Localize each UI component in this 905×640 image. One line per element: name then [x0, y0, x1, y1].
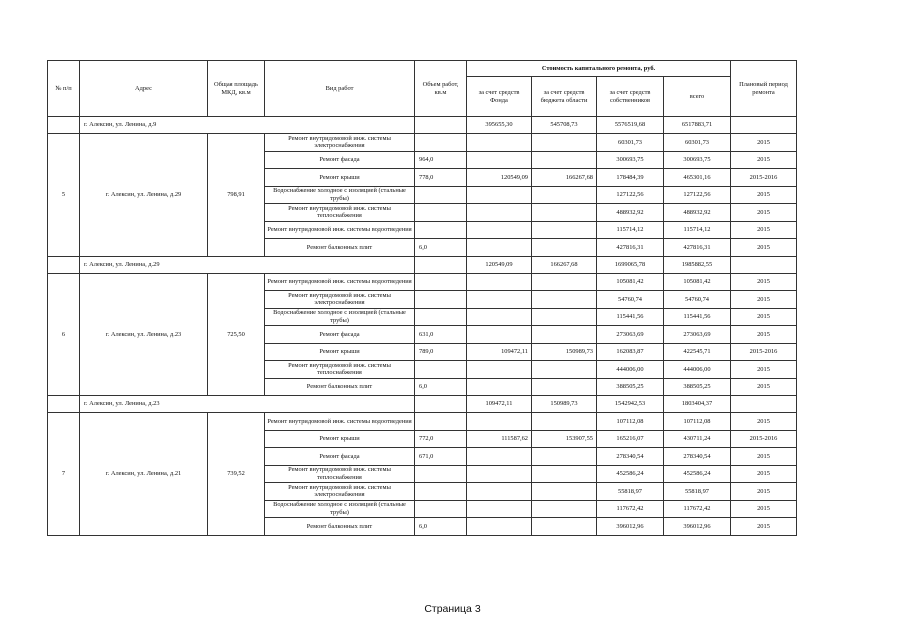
- subtotal-owners: 1699065,78: [597, 256, 664, 273]
- total: 107112,08: [664, 413, 731, 431]
- repair-plan-sheet: [47, 60, 796, 536]
- total: 422545,71: [664, 343, 731, 361]
- work-type: Ремонт внутридомовой инж. системы теплоснабжения: [265, 361, 415, 379]
- region: 153907,55: [532, 430, 597, 448]
- region: [532, 448, 597, 466]
- header-work-type: Вид работ: [265, 61, 415, 117]
- row-num: 6: [48, 273, 80, 396]
- volume: 6,0: [415, 239, 467, 257]
- header-region: за счет средств бюджета области: [532, 77, 597, 117]
- header-total: всего: [664, 77, 731, 117]
- volume: [415, 221, 467, 239]
- total: 430711,24: [664, 430, 731, 448]
- region: [532, 239, 597, 257]
- work-type: Ремонт внутридомовой инж. системы теплоснабжения: [265, 204, 415, 222]
- work-type: Ремонт крыши: [265, 430, 415, 448]
- fund: [467, 134, 532, 152]
- subtotal-row: [48, 117, 797, 134]
- total: 60301,73: [664, 134, 731, 152]
- work-type: Ремонт крыши: [265, 343, 415, 361]
- total: 54760,74: [664, 291, 731, 309]
- fund: [467, 291, 532, 309]
- fund: [467, 239, 532, 257]
- period: 2015: [731, 465, 797, 483]
- capital-repair-table: [47, 60, 797, 536]
- work-type: Ремонт внутридомовой инж. системы водоотведения: [265, 273, 415, 291]
- work-type: Ремонт внутридомовой инж. системы электроснабжения: [265, 134, 415, 152]
- total: 278340,54: [664, 448, 731, 466]
- total: 388505,25: [664, 378, 731, 396]
- header-area: Общая площадь МКД, кв.м: [208, 61, 265, 117]
- work-type: Ремонт крыши: [265, 169, 415, 187]
- work-type: Ремонт внутридомовой инж. системы теплоснабжения: [265, 465, 415, 483]
- subtotal-row: [48, 396, 797, 413]
- period: 2015: [731, 308, 797, 326]
- region: [532, 326, 597, 344]
- work-type: Ремонт фасада: [265, 326, 415, 344]
- total: 300693,75: [664, 151, 731, 169]
- volume: 6,0: [415, 518, 467, 536]
- owners: 60301,73: [597, 134, 664, 152]
- row-address: г. Алексин, ул. Ленина, д.21: [80, 413, 208, 536]
- subtotal-total: 1803404,37: [664, 396, 731, 413]
- fund: [467, 204, 532, 222]
- row-area: 798,91: [208, 134, 265, 257]
- fund: [467, 500, 532, 518]
- subtotal-label: г. Алексин, ул. Ленина, д.23: [80, 396, 415, 413]
- period: 2015: [731, 500, 797, 518]
- row-num: 7: [48, 413, 80, 536]
- period: 2015: [731, 239, 797, 257]
- volume: 631,0: [415, 326, 467, 344]
- fund: [467, 326, 532, 344]
- region: [532, 483, 597, 501]
- region: 166267,68: [532, 169, 597, 187]
- volume: [415, 465, 467, 483]
- fund: 120549,09: [467, 169, 532, 187]
- volume: [415, 204, 467, 222]
- table-body: [48, 117, 797, 536]
- work-type: Ремонт балконных плит: [265, 518, 415, 536]
- subtotal-fund: 120549,09: [467, 256, 532, 273]
- owners: 115441,56: [597, 308, 664, 326]
- fund: [467, 151, 532, 169]
- work-type: Ремонт внутридомовой инж. системы электроснабжения: [265, 291, 415, 309]
- period: 2015: [731, 221, 797, 239]
- owners: 127122,56: [597, 186, 664, 204]
- work-type: Ремонт внутридомовой инж. системы водоотведения: [265, 413, 415, 431]
- subtotal-owners: 5576519,68: [597, 117, 664, 134]
- total: 444006,00: [664, 361, 731, 379]
- table-row: [48, 134, 797, 152]
- fund: [467, 413, 532, 431]
- owners: 55818,97: [597, 483, 664, 501]
- subtotal-fund: 395655,30: [467, 117, 532, 134]
- owners: 278340,54: [597, 448, 664, 466]
- owners: 117672,42: [597, 500, 664, 518]
- subtotal-label: г. Алексин, ул. Ленина, д.29: [80, 256, 415, 273]
- region: [532, 308, 597, 326]
- volume: 789,0: [415, 343, 467, 361]
- header-owners: за счет средств собственников: [597, 77, 664, 117]
- period: 2015: [731, 483, 797, 501]
- region: [532, 204, 597, 222]
- volume: [415, 186, 467, 204]
- owners: 178484,39: [597, 169, 664, 187]
- table-row: [48, 273, 797, 291]
- region: [532, 500, 597, 518]
- total: 117672,42: [664, 500, 731, 518]
- fund: [467, 361, 532, 379]
- owners: 107112,08: [597, 413, 664, 431]
- total: 115714,12: [664, 221, 731, 239]
- volume: 964,0: [415, 151, 467, 169]
- work-type: Ремонт балконных плит: [265, 378, 415, 396]
- header-cost-group: Стоимость капитального ремонта, руб.: [467, 61, 731, 77]
- total: 396012,96: [664, 518, 731, 536]
- owners: 396012,96: [597, 518, 664, 536]
- header-volume: Объем работ, кв.м: [415, 61, 467, 117]
- volume: [415, 361, 467, 379]
- owners: 273063,69: [597, 326, 664, 344]
- period: 2015: [731, 134, 797, 152]
- subtotal-fund: 109472,11: [467, 396, 532, 413]
- total: 452586,24: [664, 465, 731, 483]
- work-type: Ремонт внутридомовой инж. системы водоотведения: [265, 221, 415, 239]
- subtotal-region: 545708,73: [532, 117, 597, 134]
- volume: 772,0: [415, 430, 467, 448]
- table-header: [48, 61, 797, 117]
- header-address: Адрес: [80, 61, 208, 117]
- volume: [415, 273, 467, 291]
- subtotal-row: [48, 256, 797, 273]
- table-row: [48, 413, 797, 431]
- volume: [415, 500, 467, 518]
- region: [532, 361, 597, 379]
- period: 2015: [731, 448, 797, 466]
- row-address: г. Алексин, ул. Ленина, д.29: [80, 134, 208, 257]
- period: 2015: [731, 291, 797, 309]
- period: 2015: [731, 413, 797, 431]
- fund: 111587,62: [467, 430, 532, 448]
- work-type: Ремонт балконных плит: [265, 239, 415, 257]
- work-type: Водоснабжение холодное с изоляцией (стальные трубы): [265, 186, 415, 204]
- fund: [467, 448, 532, 466]
- owners: 427816,31: [597, 239, 664, 257]
- period: 2015: [731, 204, 797, 222]
- region: [532, 413, 597, 431]
- total: 127122,56: [664, 186, 731, 204]
- region: 150989,73: [532, 343, 597, 361]
- period: 2015: [731, 186, 797, 204]
- region: [532, 518, 597, 536]
- owners: 452586,24: [597, 465, 664, 483]
- owners: 54760,74: [597, 291, 664, 309]
- period: 2015: [731, 378, 797, 396]
- volume: [415, 134, 467, 152]
- region: [532, 378, 597, 396]
- fund: [467, 273, 532, 291]
- owners: 165216,07: [597, 430, 664, 448]
- row-num: 5: [48, 134, 80, 257]
- work-type: Ремонт фасада: [265, 448, 415, 466]
- owners: 162083,87: [597, 343, 664, 361]
- page-number: Страница 3: [424, 603, 481, 615]
- total: 55818,97: [664, 483, 731, 501]
- volume: [415, 308, 467, 326]
- period: 2015-2016: [731, 430, 797, 448]
- region: [532, 291, 597, 309]
- total: 115441,56: [664, 308, 731, 326]
- owners: 388505,25: [597, 378, 664, 396]
- subtotal-owners: 1542942,53: [597, 396, 664, 413]
- period: 2015: [731, 361, 797, 379]
- header-period: Плановый период ремонта: [731, 61, 797, 117]
- volume: [415, 291, 467, 309]
- period: 2015: [731, 151, 797, 169]
- period: 2015: [731, 326, 797, 344]
- total: 105081,42: [664, 273, 731, 291]
- header-num: № п/п: [48, 61, 80, 117]
- period: 2015: [731, 518, 797, 536]
- region: [532, 273, 597, 291]
- owners: 105081,42: [597, 273, 664, 291]
- row-area: 725,50: [208, 273, 265, 396]
- subtotal-label: г. Алексин, ул. Ленина, д.9: [80, 117, 415, 134]
- period: 2015-2016: [731, 169, 797, 187]
- total: 465301,16: [664, 169, 731, 187]
- fund: [467, 308, 532, 326]
- volume: [415, 483, 467, 501]
- fund: 109472,11: [467, 343, 532, 361]
- subtotal-region: 150989,73: [532, 396, 597, 413]
- work-type: Водоснабжение холодное с изоляцией (стальные трубы): [265, 500, 415, 518]
- period: 2015-2016: [731, 343, 797, 361]
- owners: 444006,00: [597, 361, 664, 379]
- fund: [467, 483, 532, 501]
- fund: [467, 186, 532, 204]
- subtotal-region: 166267,68: [532, 256, 597, 273]
- region: [532, 221, 597, 239]
- row-area: 739,52: [208, 413, 265, 536]
- total: 273063,69: [664, 326, 731, 344]
- subtotal-total: 6517883,71: [664, 117, 731, 134]
- header-fund: за счет средств Фонда: [467, 77, 532, 117]
- region: [532, 134, 597, 152]
- total: 488932,92: [664, 204, 731, 222]
- fund: [467, 221, 532, 239]
- owners: 300693,75: [597, 151, 664, 169]
- owners: 115714,12: [597, 221, 664, 239]
- row-address: г. Алексин, ул. Ленина, д.23: [80, 273, 208, 396]
- work-type: Водоснабжение холодное с изоляцией (стальные трубы): [265, 308, 415, 326]
- subtotal-total: 1985882,55: [664, 256, 731, 273]
- volume: 671,0: [415, 448, 467, 466]
- region: [532, 186, 597, 204]
- fund: [467, 378, 532, 396]
- fund: [467, 518, 532, 536]
- work-type: Ремонт внутридомовой инж. системы электроснабжения: [265, 483, 415, 501]
- fund: [467, 465, 532, 483]
- total: 427816,31: [664, 239, 731, 257]
- region: [532, 465, 597, 483]
- volume: 6,0: [415, 378, 467, 396]
- period: 2015: [731, 273, 797, 291]
- work-type: Ремонт фасада: [265, 151, 415, 169]
- owners: 488932,92: [597, 204, 664, 222]
- region: [532, 151, 597, 169]
- volume: [415, 413, 467, 431]
- volume: 778,0: [415, 169, 467, 187]
